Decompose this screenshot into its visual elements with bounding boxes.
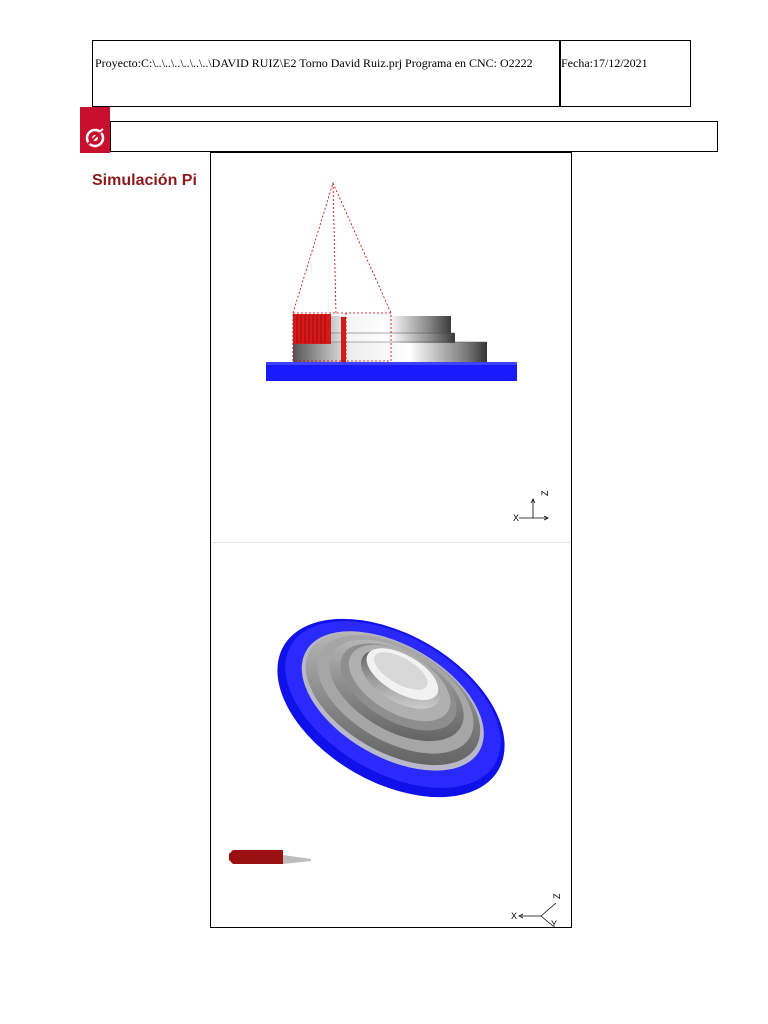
isometric-view	[211, 543, 571, 927]
lathe-logo-icon	[80, 107, 110, 153]
axis-y-label-iso: Y	[551, 919, 558, 927]
axis-triad-xz	[519, 499, 548, 520]
axis-x-label-iso: X	[511, 911, 518, 921]
date-field: Fecha:17/12/2021	[561, 56, 648, 70]
simulation-frame	[210, 152, 572, 928]
part-flange	[293, 342, 487, 362]
header-table	[92, 40, 691, 107]
axis-x-label: X	[513, 513, 520, 523]
tool-arm	[229, 850, 283, 864]
project-path: Proyecto:C:\..\..\..\..\..\..\DAVID RUIZ\E2 Torno David Ruiz.prj Programa en CNC: O2222	[93, 41, 561, 106]
axis-z-label: Z	[540, 490, 550, 496]
axis-z-label-iso: Z	[552, 893, 562, 899]
tool-envelope	[293, 183, 391, 313]
side-view	[211, 153, 571, 543]
title-bar	[110, 121, 718, 152]
section-title: Simulación Pi	[92, 172, 197, 189]
tool-insert	[341, 317, 346, 362]
